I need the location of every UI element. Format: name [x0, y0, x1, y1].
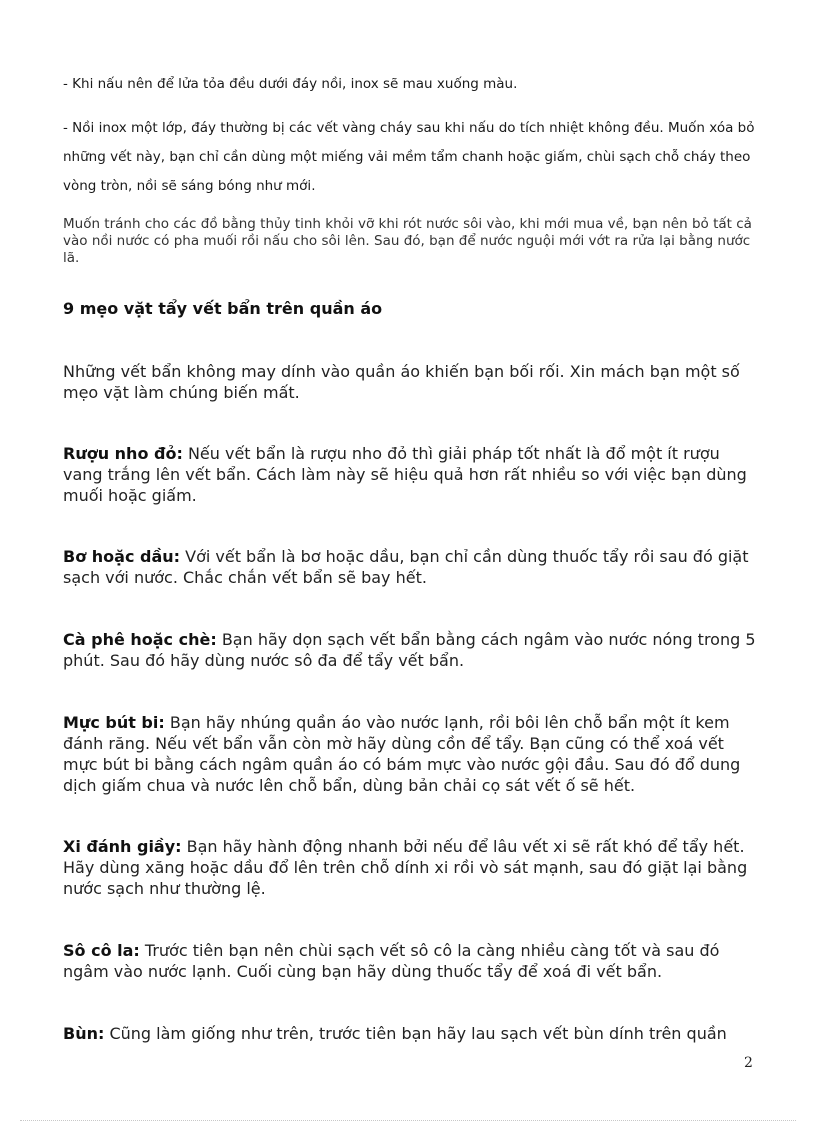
tip-text: Bạn hãy hành động nhanh bởi nếu để lâu vết xi sẽ rất khó để tẩy hết. Hãy dùng xăng hoặc dầu đổ lên trên chỗ dính xi rồi vò sát mạnh, sau đó giặt lại bằng nước sạch như thường lệ. [63, 837, 748, 898]
tip-text: Trước tiên bạn nên chùi sạch vết sô cô la càng nhiều càng tốt và sau đó ngâm vào nước lạnh. Cuối cùng bạn hãy dùng thuốc tẩy để xoá đi vết bẩn. [63, 941, 720, 981]
lead-paragraph: Những vết bẩn không may dính vào quần áo khiến bạn bối rối. Xin mách bạn một số mẹo vặt làm chúng biến mất. [63, 362, 740, 402]
note-flame: - Khi nấu nên để lửa tỏa đều dưới đáy nồi, inox sẽ mau xuống màu. [63, 76, 518, 92]
note-inox-stains: - Nồi inox một lớp, đáy thường bị các vết vàng cháy sau khi nấu do tích nhiệt không đều. Muốn xóa bỏ những vết này, bạn chỉ cần dùng một miếng vải mềm tẩm chanh hoặc giấm, chùi sạch chỗ cháy theo vòng tròn, nồi sẽ sáng bóng như mới. [63, 120, 755, 194]
tip-label: Xi đánh giầy: [63, 837, 182, 856]
page-divider [20, 1120, 796, 1121]
page-number: 2 [744, 1055, 753, 1071]
tip-mud [63, 1023, 758, 1044]
glass-tip-paragraph: Muốn tránh cho các đồ bằng thủy tinh khỏi vỡ khi rót nước sôi vào, khi mới mua về, bạn nên bỏ tất cả vào nồi nước có pha muối rồi nấu cho sôi lên. Sau đó, bạn để nước nguội mới vớt ra rửa lại bằng nước lã. [63, 216, 752, 266]
tip-chocolate [63, 940, 758, 982]
tip-label: Sô cô la: [63, 941, 140, 960]
tip-label: Cà phê hoặc chè: [63, 630, 217, 649]
tip-text: Bạn hãy nhúng quần áo vào nước lạnh, rồi bôi lên chỗ bẩn một ít kem đánh răng. Nếu vết bẩn vẫn còn mờ hãy dùng cồn để tẩy. Bạn cũng có thể xoá vết mực bút bi bằng cách ngâm quần áo có bám mực vào nước gội đầu. Sau đó đổ dung dịch giấm chua và nước lên chỗ bẩn, dùng bản chải cọ sát vết ố sẽ hết. [63, 713, 741, 795]
tip-text: Nếu vết bẩn là rượu nho đỏ thì giải pháp tốt nhất là đổ một ít rượu vang trắng lên vết bẩn. Cách làm này sẽ hiệu quả hơn rất nhiều so với việc bạn dùng muối hoặc giấm. [63, 444, 747, 505]
tip-text: Với vết bẩn là bơ hoặc dầu, bạn chỉ cần dùng thuốc tẩy rồi sau đó giặt sạch với nước. Chắc chắn vết bẩn sẽ bay hết. [63, 547, 749, 587]
tip-ballpoint-ink [63, 712, 758, 796]
tip-label: Bùn: [63, 1024, 105, 1043]
tip-red-wine [63, 443, 758, 506]
tip-label: Rượu nho đỏ: [63, 444, 183, 463]
tip-coffee-tea [63, 629, 758, 671]
tip-text: Bạn hãy dọn sạch vết bẩn bằng cách ngâm vào nước nóng trong 5 phút. Sau đó hãy dùng nước sô đa để tẩy vết bẩn. [63, 630, 756, 670]
tip-label: Mực bút bi: [63, 713, 165, 732]
tip-label: Bơ hoặc dầu: [63, 547, 181, 566]
tip-shoe-polish [63, 836, 758, 899]
tip-butter-oil [63, 546, 758, 588]
section-heading: 9 mẹo vặt tẩy vết bẩn trên quần áo [63, 299, 383, 318]
tip-text: Cũng làm giống như trên, trước tiên bạn hãy lau sạch vết bùn dính trên quần [104, 1024, 727, 1043]
